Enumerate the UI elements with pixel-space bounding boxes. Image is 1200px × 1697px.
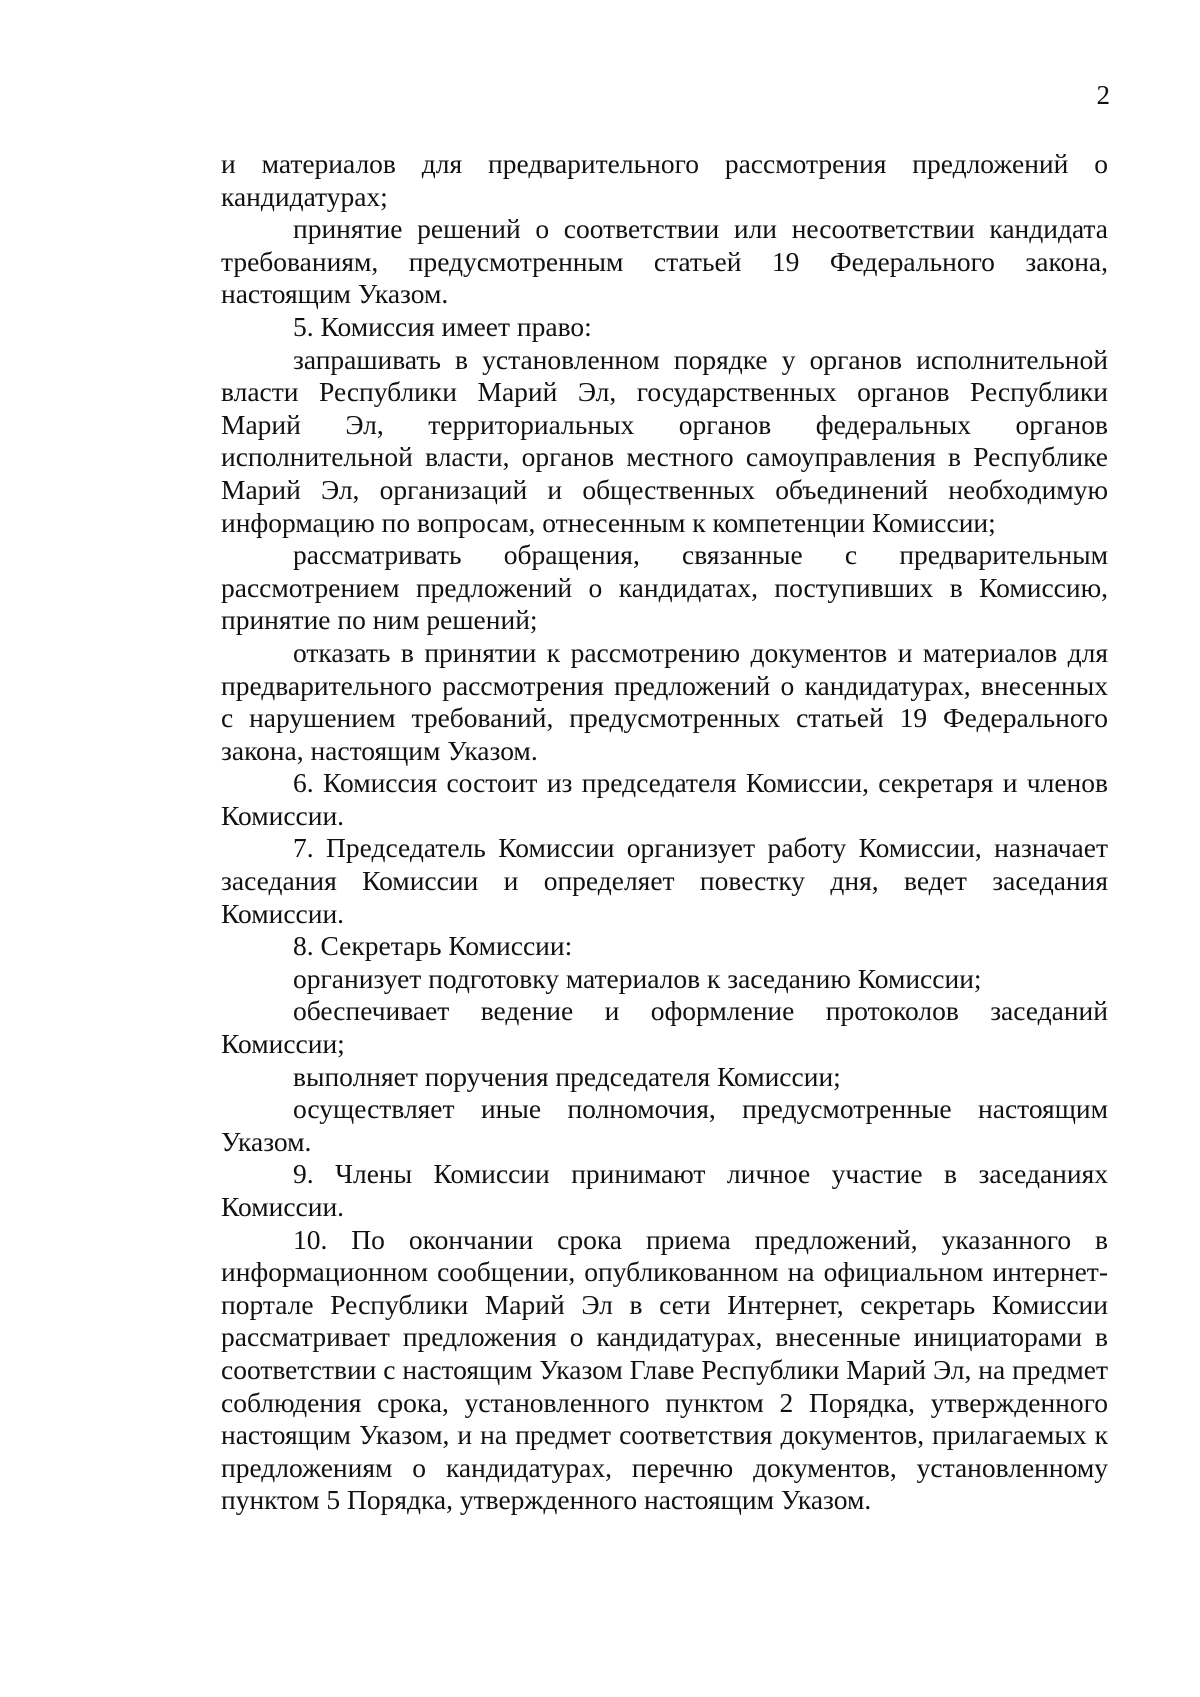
paragraph-item-5: 5. Комиссия имеет право: xyxy=(293,310,592,342)
paragraph-item-10: 10. По окончании срока приема предложений, указанного в информационном сообщении, опубликованном на официальном интернет-портале Республики Марий Эл в сети Интернет, секретарь Комиссии рассматривает предложения о кандидатурах, внесенные инициаторами в соответствии с настоящим Указом Главе Республики Марий Эл, на предмет соблюдения срока, установленного пунктом 2 Порядка, утвержденного настоящим Указом, и на предмет соответствия документов, прилагаемых к предложениям о кандидатурах, перечню документов, установленному пунктом 5 Порядка, утвержденного настоящим Указом. xyxy=(221,1223,1108,1516)
paragraph: выполняет поручения председателя Комиссии; xyxy=(293,1060,841,1092)
paragraph: организует подготовку материалов к заседанию Комиссии; xyxy=(293,962,982,994)
paragraph: рассматривать обращения, связанные с предварительным рассмотрением предложений о кандидатах, поступивших в Комиссию, принятие по ним решений; xyxy=(221,539,1108,636)
paragraph-item-6: 6. Комиссия состоит из председателя Комиссии, секретаря и членов Комиссии. xyxy=(221,767,1108,831)
page-number: 2 xyxy=(1096,80,1110,110)
paragraph: обеспечивает ведение и оформление протоколов заседаний Комиссии; xyxy=(221,995,1108,1060)
paragraph-item-8: 8. Секретарь Комиссии: xyxy=(293,930,573,962)
paragraph: отказать в принятии к рассмотрению документов и материалов для предварительного рассмотрения предложений о кандидатурах, внесенных с нарушением требований, предусмотренных статьей 19 Федерального закона, настоящим Указом. xyxy=(221,636,1108,766)
paragraph-continuation: и материалов для предварительного рассмотрения предложений о кандидатурах; xyxy=(221,148,1108,212)
document-body xyxy=(221,148,1108,1517)
paragraph: осуществляет иные полномочия, предусмотренные настоящим Указом. xyxy=(221,1093,1108,1157)
paragraph: принятие решений о соответствии или несоответствии кандидата требованиям, предусмотренным статьей 19 Федерального закона, настоящим Указом. xyxy=(221,213,1108,310)
paragraph-item-7: 7. Председатель Комиссии организует работу Комиссии, назначает заседания Комиссии и определяет повестку дня, ведет заседания Комиссии. xyxy=(221,832,1108,929)
paragraph: запрашивать в установленном порядке у органов исполнительной власти Республики Марий Эл, государственных органов Республики Марий Эл, территориальных органов федеральных органов исполнительной власти, органов местного самоуправления в Республике Марий Эл, организаций и общественных объединений необходимую информацию по вопросам, отнесенным к компетенции Комиссии; xyxy=(221,343,1108,538)
paragraph-item-9: 9. Члены Комиссии принимают личное участие в заседаниях Комиссии. xyxy=(221,1158,1108,1222)
